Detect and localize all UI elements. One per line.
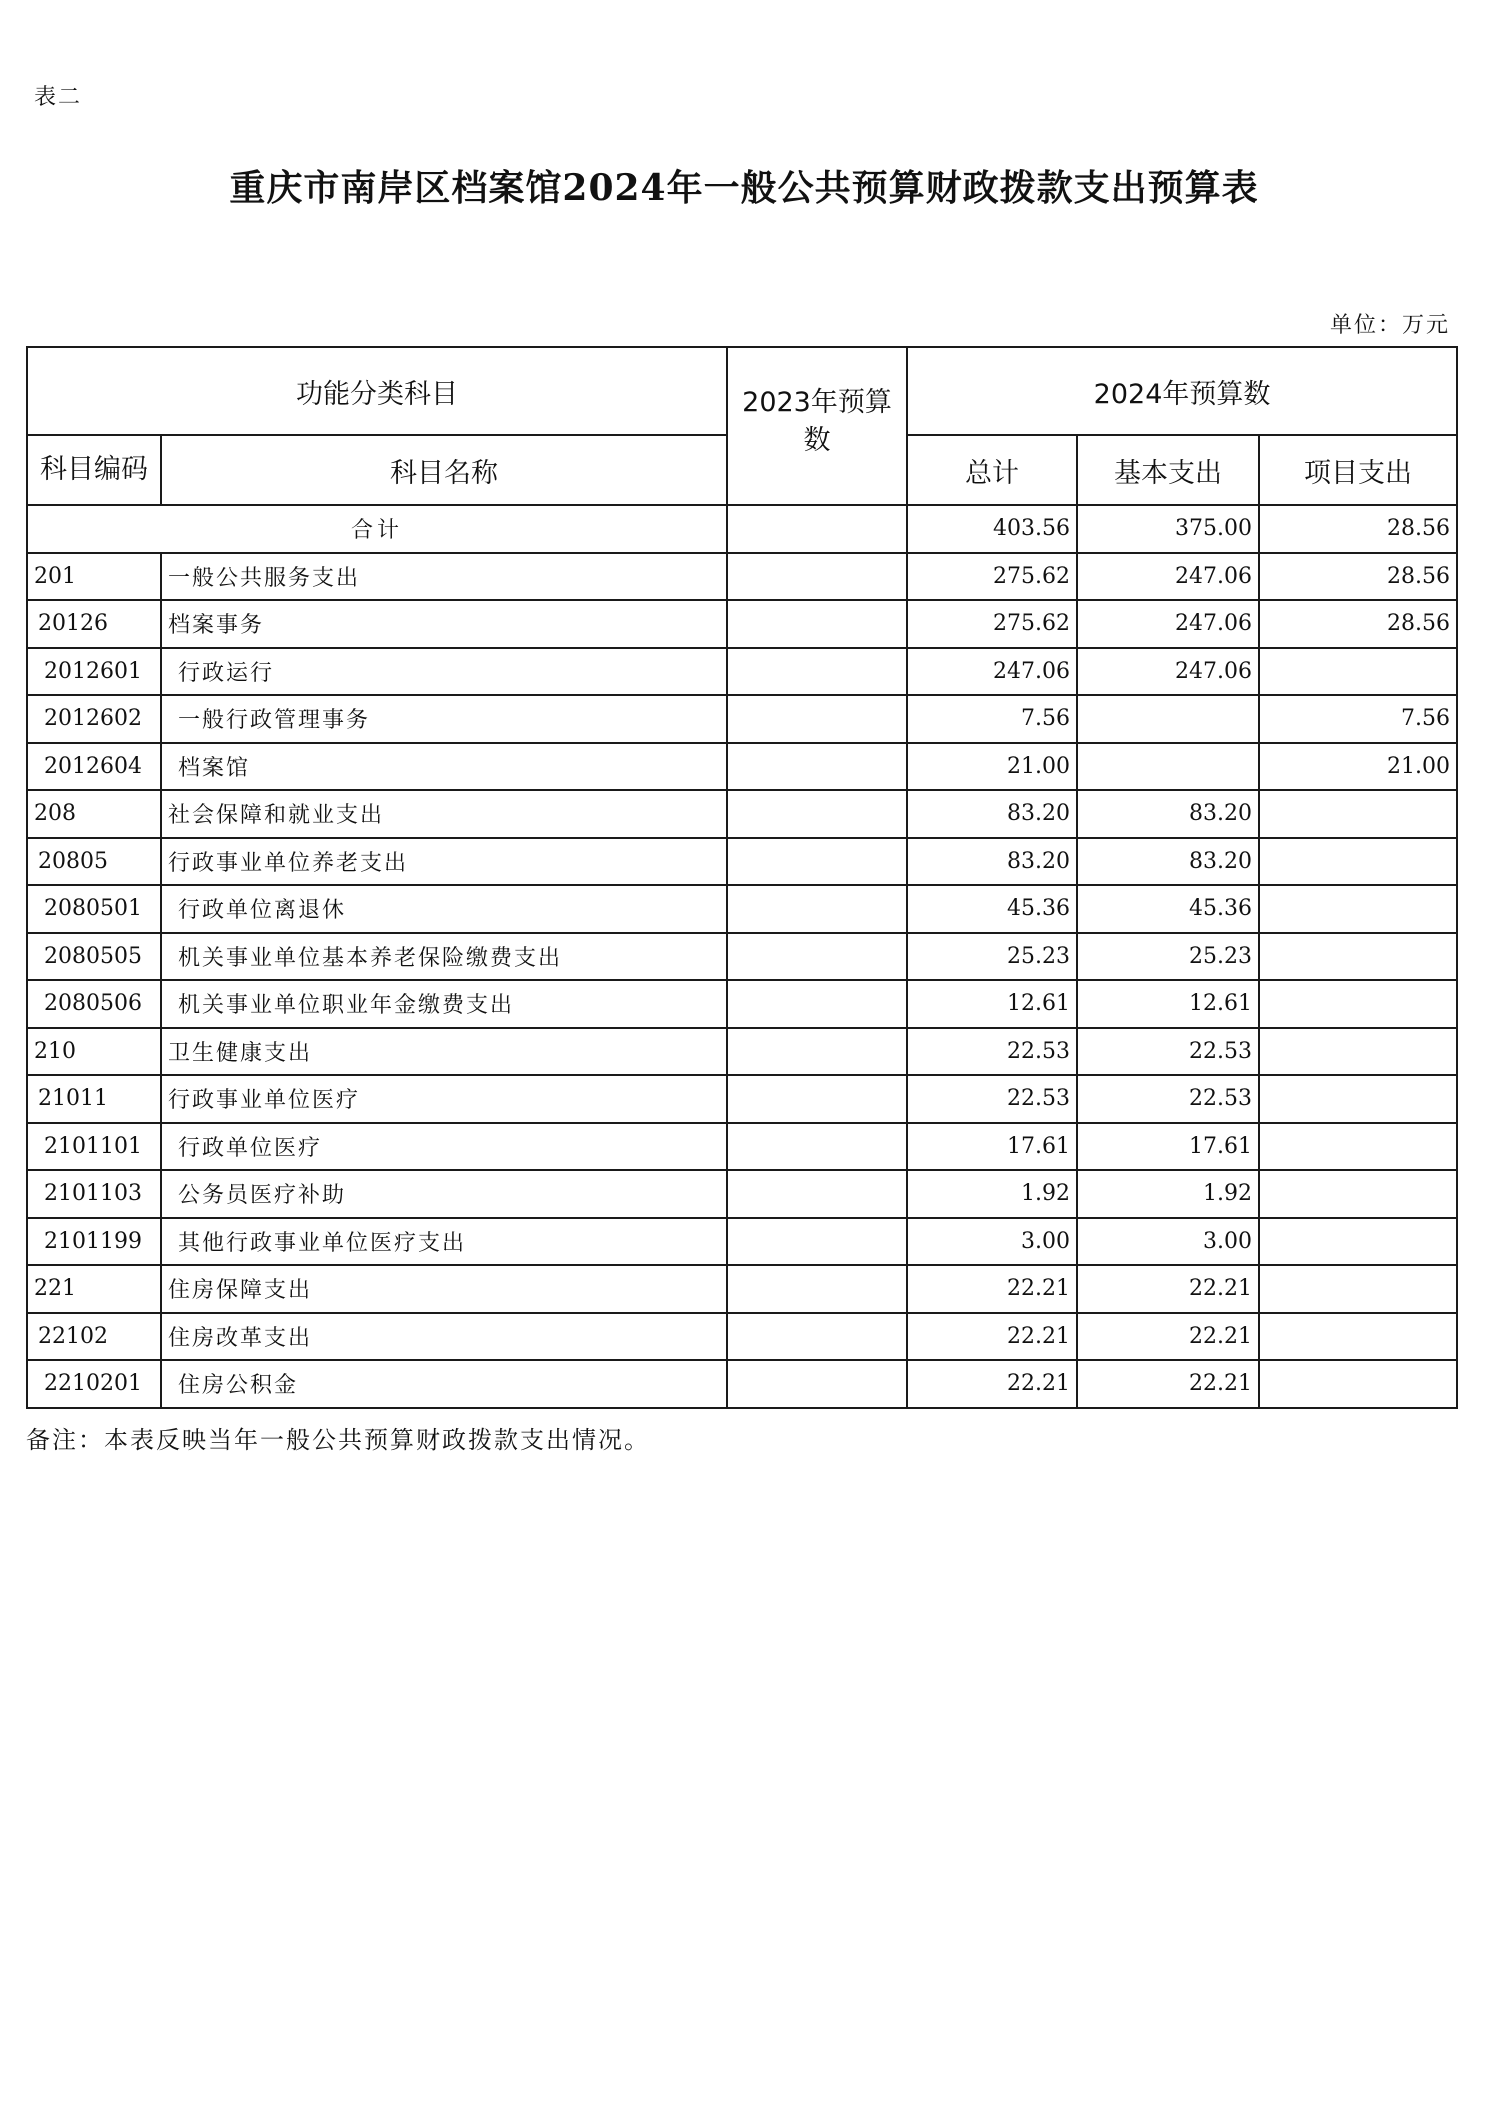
table-row: [27, 1265, 1457, 1313]
document-title: 重庆市南岸区档案馆2024年一般公共预算财政拨款支出预算表: [229, 167, 1259, 209]
name-cell: 行政事业单位养老支出: [161, 838, 727, 886]
total-cell: 83.20: [907, 838, 1077, 886]
budget-table: [26, 346, 1458, 1409]
prev-budget-cell: [727, 933, 907, 981]
project-cell: [1259, 1170, 1457, 1218]
project-cell: [1259, 1360, 1457, 1408]
basic-cell: 247.06: [1077, 648, 1259, 696]
prev-budget-cell: [727, 885, 907, 933]
code-cell: 2210201: [27, 1360, 161, 1408]
total-cell: 12.61: [907, 980, 1077, 1028]
table-row: [27, 933, 1457, 981]
table-row: [27, 553, 1457, 601]
code-cell: 2101103: [27, 1170, 161, 1218]
total-cell: 247.06: [907, 648, 1077, 696]
code-cell: 2101101: [27, 1123, 161, 1171]
total-prev-cell: [727, 505, 907, 553]
prev-budget-cell: [727, 1170, 907, 1218]
project-cell: [1259, 933, 1457, 981]
total-cell: 21.00: [907, 743, 1077, 791]
basic-cell: 17.61: [1077, 1123, 1259, 1171]
name-cell: 档案事务: [161, 600, 727, 648]
name-cell: 卫生健康支出: [161, 1028, 727, 1076]
header-row-1: [27, 347, 1457, 435]
project-cell: [1259, 1313, 1457, 1361]
total-basic-cell: 375.00: [1077, 505, 1259, 553]
name-cell: 一般行政管理事务: [161, 695, 727, 743]
basic-cell: 247.06: [1077, 553, 1259, 601]
name-cell: 机关事业单位基本养老保险缴费支出: [161, 933, 727, 981]
code-cell: 208: [27, 790, 161, 838]
code-cell: 2080505: [27, 933, 161, 981]
basic-cell: 25.23: [1077, 933, 1259, 981]
total-total-cell: 403.56: [907, 505, 1077, 553]
prev-budget-cell: [727, 1265, 907, 1313]
basic-cell: 83.20: [1077, 838, 1259, 886]
name-cell: 公务员医疗补助: [161, 1170, 727, 1218]
basic-cell: 22.21: [1077, 1313, 1259, 1361]
total-cell: 22.53: [907, 1028, 1077, 1076]
basic-cell: 45.36: [1077, 885, 1259, 933]
prev-budget-cell: [727, 980, 907, 1028]
table-row: [27, 743, 1457, 791]
name-cell: 机关事业单位职业年金缴费支出: [161, 980, 727, 1028]
prev-budget-cell: [727, 1075, 907, 1123]
name-cell: 住房改革支出: [161, 1313, 727, 1361]
name-cell: 档案馆: [161, 743, 727, 791]
name-cell: 一般公共服务支出: [161, 553, 727, 601]
name-cell: 住房保障支出: [161, 1265, 727, 1313]
table-row: [27, 885, 1457, 933]
code-cell: 21011: [27, 1075, 161, 1123]
basic-cell: 22.21: [1077, 1360, 1259, 1408]
name-cell: 社会保障和就业支出: [161, 790, 727, 838]
total-cell: 22.21: [907, 1313, 1077, 1361]
total-cell: 3.00: [907, 1218, 1077, 1266]
code-cell: 2012604: [27, 743, 161, 791]
prev-budget-cell: [727, 838, 907, 886]
code-cell: 2101199: [27, 1218, 161, 1266]
name-cell: 行政单位医疗: [161, 1123, 727, 1171]
table-header: [27, 347, 1457, 505]
total-label: 合计: [27, 505, 727, 553]
total-cell: 275.62: [907, 600, 1077, 648]
table-row: [27, 980, 1457, 1028]
table-row: [27, 838, 1457, 886]
prev-budget-cell: [727, 600, 907, 648]
table-row: [27, 790, 1457, 838]
project-cell: [1259, 980, 1457, 1028]
prev-budget-cell: [727, 1218, 907, 1266]
table-number-label: 表二: [34, 85, 83, 110]
table-row: [27, 1360, 1457, 1408]
basic-cell: 12.61: [1077, 980, 1259, 1028]
table-row: [27, 648, 1457, 696]
project-cell: [1259, 1218, 1457, 1266]
table-row: [27, 1075, 1457, 1123]
table-row: [27, 1028, 1457, 1076]
total-cell: 1.92: [907, 1170, 1077, 1218]
table-row: [27, 600, 1457, 648]
basic-cell: 83.20: [1077, 790, 1259, 838]
project-cell: 28.56: [1259, 600, 1457, 648]
total-cell: 22.21: [907, 1265, 1077, 1313]
code-cell: 210: [27, 1028, 161, 1076]
prev-budget-cell: [727, 1360, 907, 1408]
name-cell: 行政运行: [161, 648, 727, 696]
project-cell: [1259, 1265, 1457, 1313]
basic-cell: 3.00: [1077, 1218, 1259, 1266]
name-cell: 其他行政事业单位医疗支出: [161, 1218, 727, 1266]
footnote: 备注：本表反映当年一般公共预算财政拨款支出情况。: [26, 1426, 650, 1454]
code-cell: 2012602: [27, 695, 161, 743]
total-cell: 7.56: [907, 695, 1077, 743]
total-cell: 22.53: [907, 1075, 1077, 1123]
table-row: [27, 695, 1457, 743]
basic-cell: 22.53: [1077, 1028, 1259, 1076]
basic-cell: [1077, 743, 1259, 791]
name-cell: 行政事业单位医疗: [161, 1075, 727, 1123]
code-cell: 2080506: [27, 980, 161, 1028]
basic-cell: [1077, 695, 1259, 743]
prev-budget-cell: [727, 648, 907, 696]
code-cell: 2080501: [27, 885, 161, 933]
prev-budget-cell: [727, 743, 907, 791]
table-row: [27, 1170, 1457, 1218]
table-row: [27, 1123, 1457, 1171]
basic-header: 基本支出: [1077, 435, 1259, 505]
total-cell: 45.36: [907, 885, 1077, 933]
code-cell: 221: [27, 1265, 161, 1313]
total-project-cell: 28.56: [1259, 505, 1457, 553]
project-cell: [1259, 790, 1457, 838]
total-header: 总计: [907, 435, 1077, 505]
table-body: [27, 505, 1457, 1408]
basic-cell: 247.06: [1077, 600, 1259, 648]
project-cell: [1259, 1075, 1457, 1123]
function-category-header: 功能分类科目: [27, 347, 727, 435]
project-cell: 7.56: [1259, 695, 1457, 743]
project-cell: 21.00: [1259, 743, 1457, 791]
prev-budget-cell: [727, 695, 907, 743]
project-cell: [1259, 838, 1457, 886]
total-cell: 17.61: [907, 1123, 1077, 1171]
code-cell: 2012601: [27, 648, 161, 696]
basic-cell: 1.92: [1077, 1170, 1259, 1218]
prev-budget-cell: [727, 553, 907, 601]
prev-budget-cell: [727, 1313, 907, 1361]
code-cell: 201: [27, 553, 161, 601]
name-cell: 行政单位离退休: [161, 885, 727, 933]
total-row: [27, 505, 1457, 553]
prev-budget-cell: [727, 1028, 907, 1076]
total-cell: 275.62: [907, 553, 1077, 601]
project-cell: [1259, 1123, 1457, 1171]
total-cell: 25.23: [907, 933, 1077, 981]
code-cell: 20805: [27, 838, 161, 886]
prev-budget-cell: [727, 1123, 907, 1171]
project-cell: [1259, 1028, 1457, 1076]
project-cell: [1259, 885, 1457, 933]
unit-label: 单位：万元: [1329, 313, 1450, 338]
table-row: [27, 1313, 1457, 1361]
basic-cell: 22.53: [1077, 1075, 1259, 1123]
code-header: 科目编码: [27, 435, 161, 505]
table-row: [27, 1218, 1457, 1266]
project-header: 项目支出: [1259, 435, 1457, 505]
basic-cell: 22.21: [1077, 1265, 1259, 1313]
name-cell: 住房公积金: [161, 1360, 727, 1408]
current-budget-header: 2024年预算数: [907, 347, 1457, 435]
total-cell: 22.21: [907, 1360, 1077, 1408]
prev-budget-cell: [727, 790, 907, 838]
name-header: 科目名称: [161, 435, 727, 505]
project-cell: [1259, 648, 1457, 696]
code-cell: 20126: [27, 600, 161, 648]
total-cell: 83.20: [907, 790, 1077, 838]
prev-budget-header: 2023年预算数: [727, 347, 907, 505]
project-cell: 28.56: [1259, 553, 1457, 601]
code-cell: 22102: [27, 1313, 161, 1361]
